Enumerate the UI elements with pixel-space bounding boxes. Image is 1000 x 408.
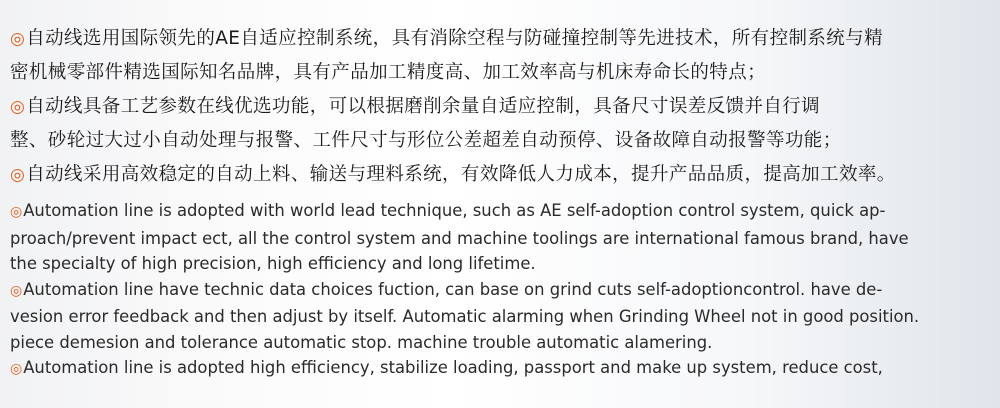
en-line-5 [10,304,995,330]
en-line-text: Automation line is adopted with world lead technique, such as AE self-adoption control system, quick ap- [23,201,886,220]
en-line-text: the specialty of high precision, high efficiency and long lifetime. [10,254,536,273]
cn-line-3 [10,90,995,124]
bullet-icon: ◎ [10,165,26,185]
bullet-icon: ◎ [10,97,26,117]
bullet-icon: ◎ [10,361,23,377]
en-line-7 [10,355,995,383]
en-line-6 [10,330,995,356]
cn-line-4 [10,124,995,158]
en-line-text: Automation line is adopted high efficiency, stabilize loading, passport and make up system, reduce cost, [23,358,883,377]
cn-line-text: 自动线具备工艺参数在线优选功能，可以根据磨削余量自适应控制，具备尺寸误差反馈并自行调 [26,96,821,117]
en-line-text: vesion error feedback and then adjust by itself. Automatic alarming when Grinding Wheel not in good position. [10,307,920,326]
cn-line-text: 自动线选用国际领先的AE自适应控制系统，具有消除空程与防碰撞控制等先进技术，所有控制系统与精 [26,28,883,49]
cn-line-text: 自动线采用高效稳定的自动上料、输送与理料系统，有效降低人力成本，提升产品品质，提高加工效率。 [26,164,896,185]
en-line-3 [10,251,995,277]
chinese-description [10,22,995,192]
bullet-icon: ◎ [10,282,23,299]
cn-line-1 [10,22,995,56]
en-line-text: piece demesion and tolerance automatic stop. machine trouble automatic alamering. [10,332,713,352]
en-line-text: proach/prevent impact ect, all the control system and machine toolings are international famous brand, have [10,228,909,248]
cn-line-text: 密机械零部件精选国际知名品牌，具有产品加工精度高、加工效率高与机床寿命长的特点； [10,62,767,83]
cn-line-2 [10,56,995,90]
en-line-2 [10,226,995,252]
cn-line-5 [10,158,995,192]
en-line-1 [10,198,995,226]
en-line-text: Automation line have technic data choices fuction, can base on grind cuts self-adoptioncontrol. have de- [23,279,883,299]
english-description [10,198,995,383]
bullet-icon: ◎ [10,204,23,220]
cn-line-text: 整、砂轮过大过小自动处理与报警、工件尺寸与形位公差超差自动预停、设备故障自动报警等功能； [10,130,842,151]
bullet-icon: ◎ [10,29,26,49]
en-line-4 [10,277,995,305]
